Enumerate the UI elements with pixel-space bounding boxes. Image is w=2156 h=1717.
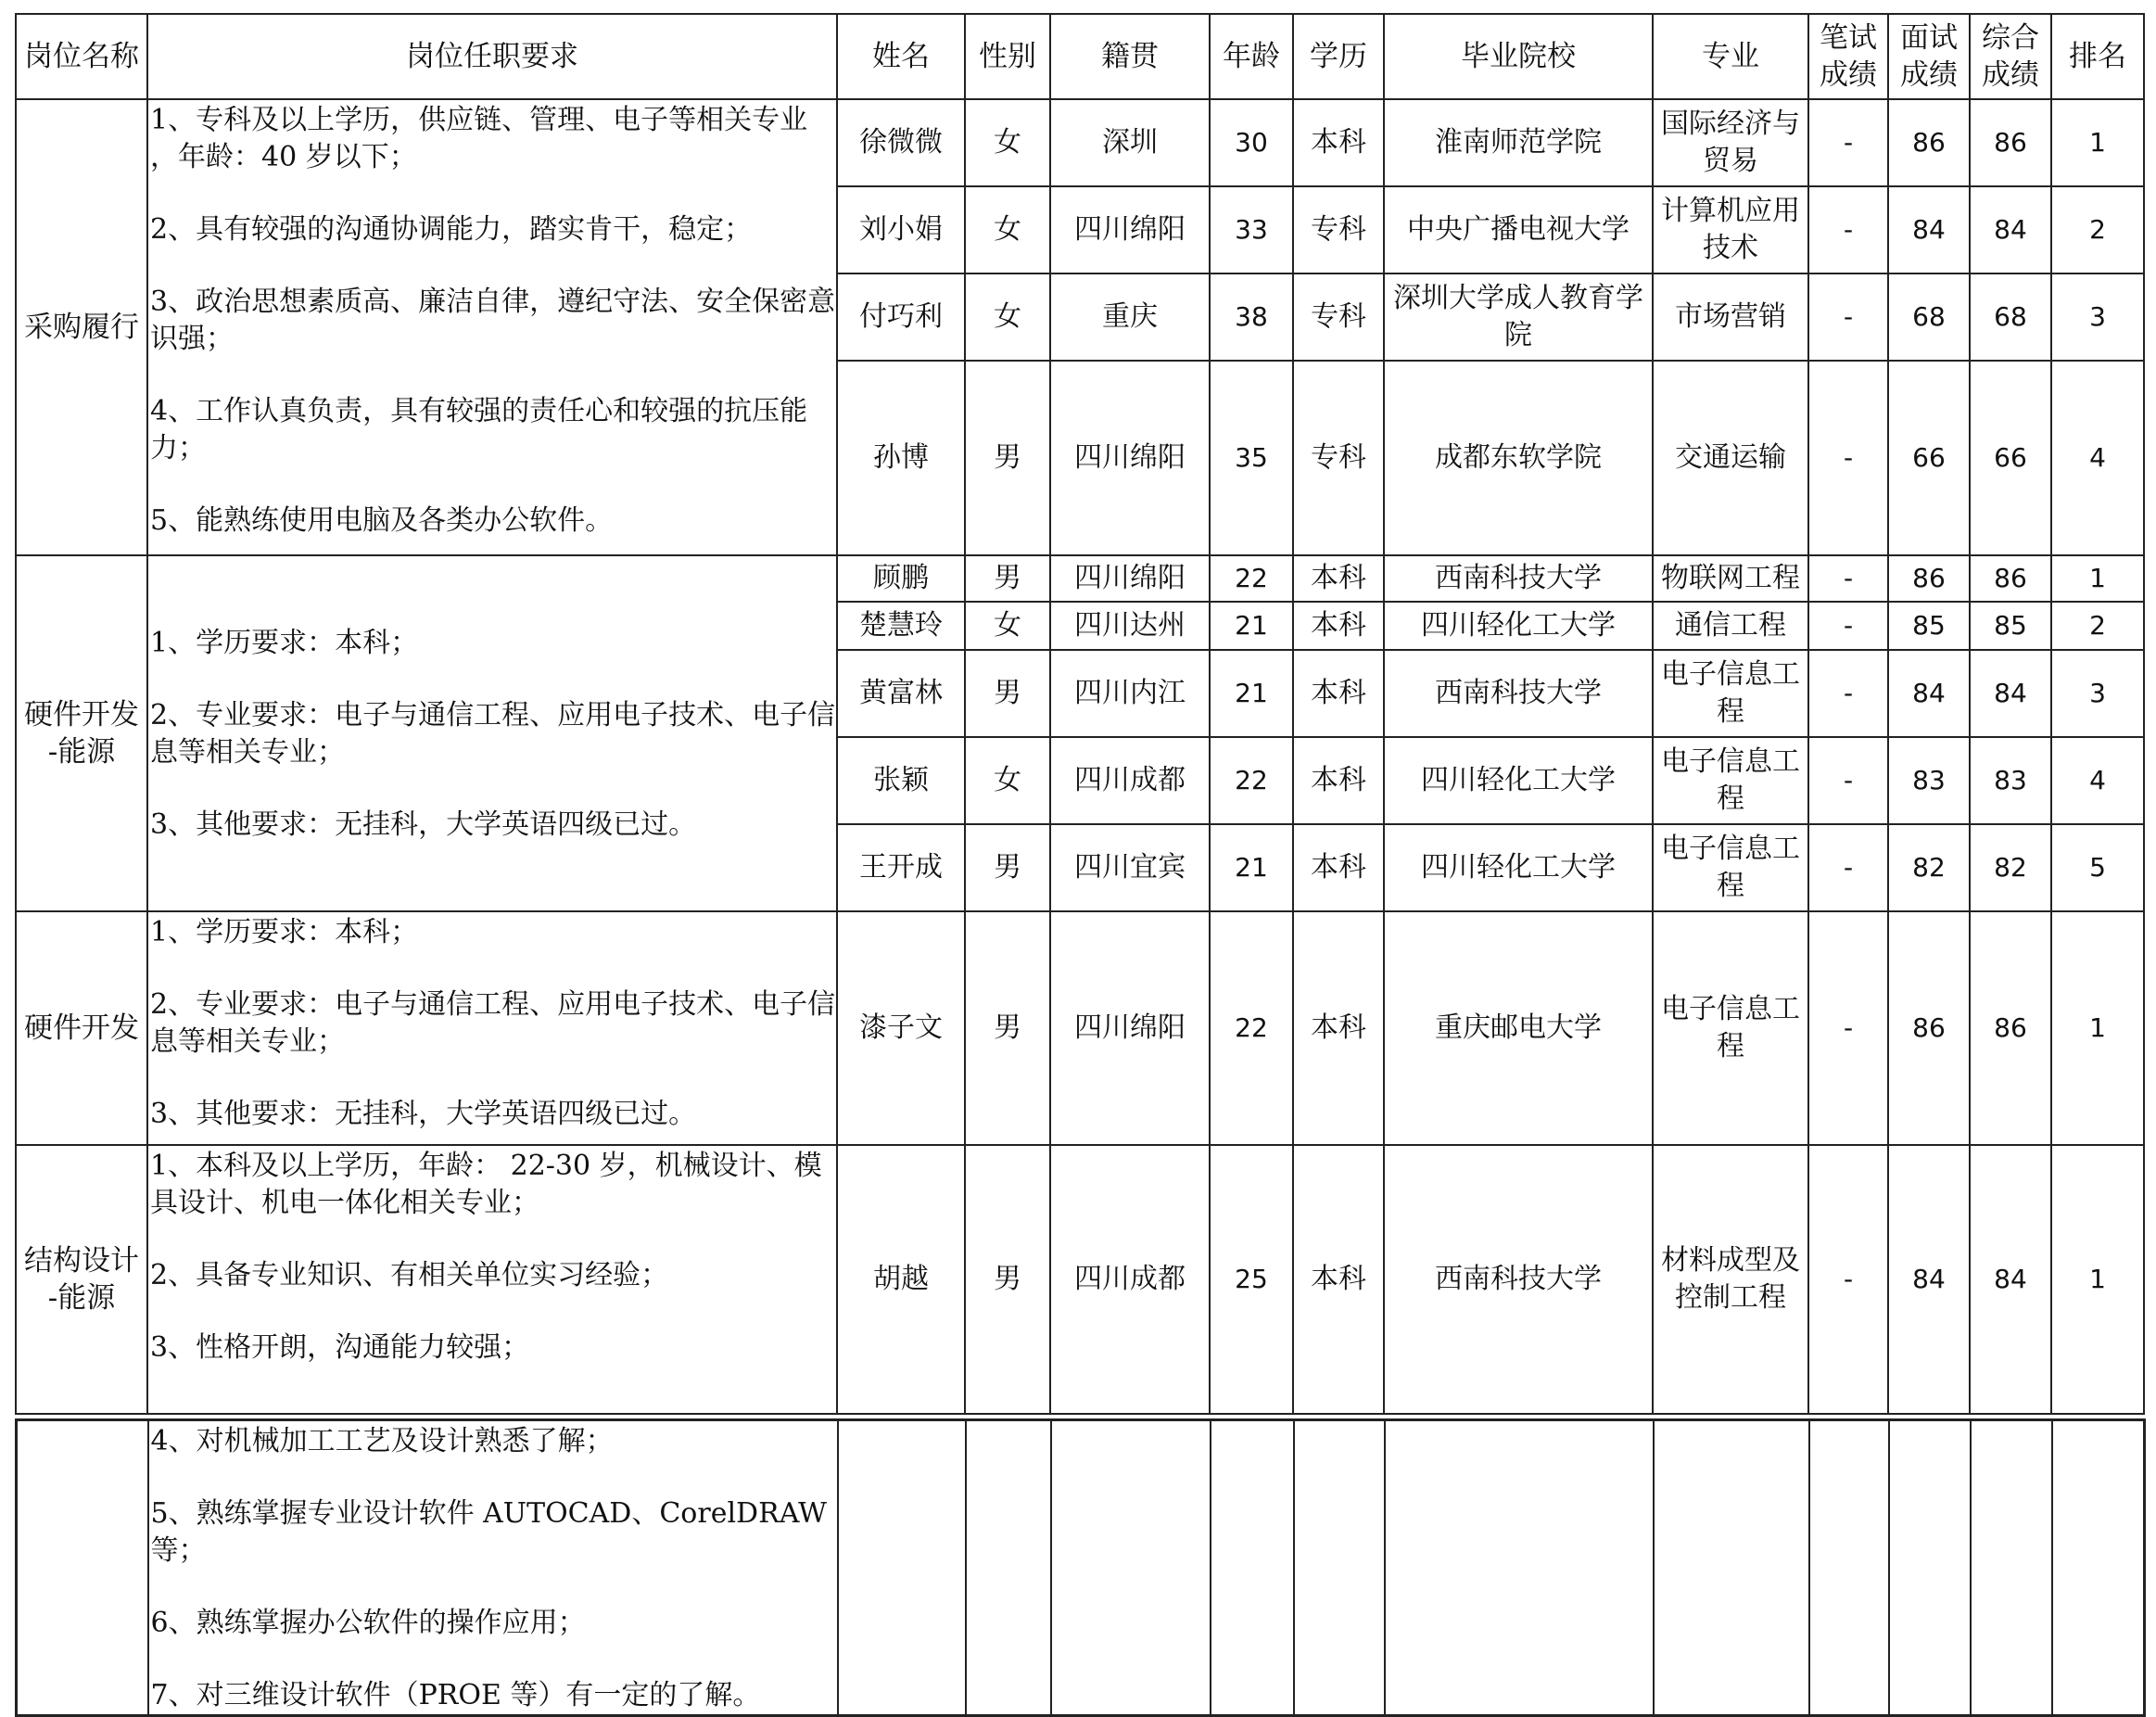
candidate-origin: 四川成都 <box>1050 1145 1210 1414</box>
origin-header: 籍贯 <box>1050 14 1210 99</box>
written-score: - <box>1808 99 1888 186</box>
total-score: 82 <box>1970 824 2051 911</box>
candidate-origin: 深圳 <box>1050 99 1210 186</box>
candidate-origin: 四川内江 <box>1050 650 1210 737</box>
written-score: - <box>1808 650 1888 737</box>
candidate-major: 材料成型及控制工程 <box>1653 1145 1808 1414</box>
written-score: - <box>1808 186 1888 273</box>
empty-cell <box>1385 1420 1654 1716</box>
total-score: 85 <box>1970 602 2051 650</box>
candidate-major: 计算机应用技术 <box>1653 186 1808 273</box>
candidate-major: 通信工程 <box>1653 602 1808 650</box>
interview-score: 86 <box>1888 911 1970 1145</box>
position-requirements <box>147 555 837 911</box>
interview-score: 83 <box>1888 737 1970 824</box>
requirement-line: 4、对机械加工工艺及设计熟悉了解； <box>150 1425 614 1457</box>
requirement-line: 7、对三维设计软件（PROE 等）有一定的了解。 <box>150 1679 761 1711</box>
candidate-age: 38 <box>1210 273 1293 361</box>
school-header: 毕业院校 <box>1384 14 1653 99</box>
candidate-rank: 1 <box>2051 555 2144 602</box>
candidate-age: 21 <box>1210 824 1293 911</box>
gender-header: 性别 <box>965 14 1050 99</box>
candidate-name: 漆子文 <box>837 911 965 1145</box>
requirement-line: 4、工作认真负责，具有较强的责任心和较强的抗压能力； <box>150 395 808 464</box>
candidate-origin: 四川绵阳 <box>1050 361 1210 555</box>
candidate-rank: 3 <box>2051 273 2144 361</box>
interview-score: 84 <box>1888 1145 1970 1414</box>
candidate-gender: 男 <box>965 650 1050 737</box>
total-score: 86 <box>1970 555 2051 602</box>
written-score: - <box>1808 273 1888 361</box>
interview-score: 82 <box>1888 824 1970 911</box>
age-header: 年龄 <box>1210 14 1293 99</box>
candidate-school: 四川轻化工大学 <box>1384 824 1653 911</box>
candidate-rank: 1 <box>2051 911 2144 1145</box>
candidate-education: 本科 <box>1293 737 1384 824</box>
candidate-school: 四川轻化工大学 <box>1384 737 1653 824</box>
candidate-school: 四川轻化工大学 <box>1384 602 1653 650</box>
candidate-gender: 男 <box>965 555 1050 602</box>
total-score: 84 <box>1970 650 2051 737</box>
candidate-education: 专科 <box>1293 186 1384 273</box>
candidate-rank: 3 <box>2051 650 2144 737</box>
candidate-origin: 四川绵阳 <box>1050 911 1210 1145</box>
candidate-school: 西南科技大学 <box>1384 555 1653 602</box>
candidate-gender: 女 <box>965 273 1050 361</box>
candidate-age: 22 <box>1210 911 1293 1145</box>
position-name: 采购履行 <box>16 99 147 555</box>
major-header: 专业 <box>1653 14 1808 99</box>
empty-cell <box>17 1420 148 1716</box>
candidate-gender: 男 <box>965 361 1050 555</box>
candidate-row <box>16 99 2144 186</box>
candidate-age: 22 <box>1210 737 1293 824</box>
candidate-name: 张颖 <box>837 737 965 824</box>
candidate-rank: 1 <box>2051 1145 2144 1414</box>
total-score: 83 <box>1970 737 2051 824</box>
position-name: 硬件开发 -能源 <box>16 555 147 911</box>
candidate-education: 本科 <box>1293 650 1384 737</box>
requirement-line: 3、其他要求：无挂科，大学英语四级已过。 <box>150 808 697 841</box>
candidate-rank: 5 <box>2051 824 2144 911</box>
candidate-origin: 四川绵阳 <box>1050 555 1210 602</box>
candidate-gender: 男 <box>965 911 1050 1145</box>
candidate-age: 25 <box>1210 1145 1293 1414</box>
written-score: - <box>1808 361 1888 555</box>
header-row <box>16 14 2144 99</box>
candidate-origin: 四川成都 <box>1050 737 1210 824</box>
candidate-name: 孙博 <box>837 361 965 555</box>
candidate-rank: 2 <box>2051 186 2144 273</box>
candidate-name: 刘小娟 <box>837 186 965 273</box>
candidate-name: 楚慧玲 <box>837 602 965 650</box>
candidate-major: 电子信息工程 <box>1653 650 1808 737</box>
requirements-header: 岗位任职要求 <box>147 14 837 99</box>
position-name: 结构设计 -能源 <box>16 1145 147 1414</box>
requirement-line: 1、本科及以上学历，年龄： 22-30 岁，机械设计、模具设计、机电一体化相关专业； <box>150 1150 822 1219</box>
candidate-education: 专科 <box>1293 361 1384 555</box>
total-score: 86 <box>1970 911 2051 1145</box>
candidate-gender: 女 <box>965 99 1050 186</box>
empty-cell <box>838 1420 966 1716</box>
empty-cell <box>1889 1420 1971 1716</box>
candidate-name: 王开成 <box>837 824 965 911</box>
written-score: - <box>1808 602 1888 650</box>
candidate-school: 西南科技大学 <box>1384 650 1653 737</box>
interview-score: 86 <box>1888 99 1970 186</box>
candidate-row <box>16 911 2144 1145</box>
candidate-name: 胡越 <box>837 1145 965 1414</box>
continued-requirements <box>148 1420 838 1716</box>
candidate-education: 本科 <box>1293 99 1384 186</box>
total-score: 84 <box>1970 1145 2051 1414</box>
candidate-rank: 4 <box>2051 361 2144 555</box>
requirement-line: 5、能熟练使用电脑及各类办公软件。 <box>150 504 614 537</box>
candidate-major: 市场营销 <box>1653 273 1808 361</box>
name-header: 姓名 <box>837 14 965 99</box>
candidate-origin: 重庆 <box>1050 273 1210 361</box>
candidate-name: 黄富林 <box>837 650 965 737</box>
candidate-school: 西南科技大学 <box>1384 1145 1653 1414</box>
empty-cell <box>966 1420 1051 1716</box>
written-score: - <box>1808 824 1888 911</box>
continuation-table <box>15 1418 2146 1717</box>
requirement-line: 2、专业要求：电子与通信工程、应用电子技术、电子信息等相关专业； <box>150 699 836 769</box>
candidate-gender: 女 <box>965 602 1050 650</box>
interview-score: 68 <box>1888 273 1970 361</box>
empty-cell <box>1971 1420 2052 1716</box>
candidate-age: 30 <box>1210 99 1293 186</box>
candidate-name: 徐微微 <box>837 99 965 186</box>
education-header: 学历 <box>1293 14 1384 99</box>
requirement-line: 3、政治思想素质高、廉洁自律，遵纪守法、安全保密意识强； <box>150 286 836 355</box>
candidate-name: 顾鹏 <box>837 555 965 602</box>
candidate-major: 交通运输 <box>1653 361 1808 555</box>
total-score: 68 <box>1970 273 2051 361</box>
requirement-line: 2、具有较强的沟通协调能力，踏实肯干，稳定； <box>150 213 753 246</box>
position-name: 硬件开发 <box>16 911 147 1145</box>
requirement-line: 1、学历要求：本科； <box>150 627 419 659</box>
total-score-header: 综合成绩 <box>1970 14 2051 99</box>
interview-score: 86 <box>1888 555 1970 602</box>
position-requirements <box>147 911 837 1145</box>
candidate-rank: 1 <box>2051 99 2144 186</box>
candidate-rank: 2 <box>2051 602 2144 650</box>
candidate-gender: 女 <box>965 737 1050 824</box>
candidate-school: 成都东软学院 <box>1384 361 1653 555</box>
candidate-row <box>16 555 2144 602</box>
candidate-education: 本科 <box>1293 1145 1384 1414</box>
candidate-school: 中央广播电视大学 <box>1384 186 1653 273</box>
candidate-gender: 女 <box>965 186 1050 273</box>
candidate-major: 电子信息工程 <box>1653 911 1808 1145</box>
candidate-school: 深圳大学成人教育学院 <box>1384 273 1653 361</box>
candidate-age: 33 <box>1210 186 1293 273</box>
candidate-major: 物联网工程 <box>1653 555 1808 602</box>
candidate-gender: 男 <box>965 1145 1050 1414</box>
requirement-line: 6、熟练掌握办公软件的操作应用； <box>150 1607 586 1639</box>
candidate-origin: 四川宜宾 <box>1050 824 1210 911</box>
interview-score: 66 <box>1888 361 1970 555</box>
candidate-name: 付巧利 <box>837 273 965 361</box>
requirement-line: 1、专科及以上学历，供应链、管理、电子等相关专业 ，年龄：40 岁以下； <box>150 104 808 173</box>
candidate-rank: 4 <box>2051 737 2144 824</box>
total-score: 86 <box>1970 99 2051 186</box>
candidate-education: 专科 <box>1293 273 1384 361</box>
candidate-major: 电子信息工程 <box>1653 737 1808 824</box>
empty-cell <box>1294 1420 1385 1716</box>
interview-score: 85 <box>1888 602 1970 650</box>
empty-cell <box>1051 1420 1211 1716</box>
position-requirements <box>147 99 837 555</box>
candidate-education: 本科 <box>1293 555 1384 602</box>
requirement-line: 3、其他要求：无挂科，大学英语四级已过。 <box>150 1098 697 1130</box>
candidate-school: 重庆邮电大学 <box>1384 911 1653 1145</box>
candidate-row <box>16 1145 2144 1414</box>
interview-score-header: 面试成绩 <box>1888 14 1970 99</box>
requirement-line: 5、熟练掌握专业设计软件 AUTOCAD、CorelDRAW 等； <box>150 1497 827 1567</box>
candidate-gender: 男 <box>965 824 1050 911</box>
position-requirements <box>147 1145 837 1414</box>
rank-header: 排名 <box>2051 14 2144 99</box>
candidate-school: 淮南师范学院 <box>1384 99 1653 186</box>
requirement-line: 1、学历要求：本科； <box>150 916 419 948</box>
total-score: 66 <box>1970 361 2051 555</box>
empty-cell <box>1654 1420 1809 1716</box>
candidate-age: 21 <box>1210 650 1293 737</box>
candidate-major: 国际经济与贸易 <box>1653 99 1808 186</box>
candidate-origin: 四川达州 <box>1050 602 1210 650</box>
written-score-header: 笔试成绩 <box>1808 14 1888 99</box>
empty-cell <box>2052 1420 2145 1716</box>
requirement-line: 2、专业要求：电子与通信工程、应用电子技术、电子信息等相关专业； <box>150 988 836 1058</box>
continuation-row <box>17 1420 2145 1716</box>
written-score: - <box>1808 737 1888 824</box>
requirement-line: 2、具备专业知识、有相关单位实习经验； <box>150 1259 669 1291</box>
written-score: - <box>1808 1145 1888 1414</box>
written-score: - <box>1808 911 1888 1145</box>
recruitment-results-table <box>15 13 2145 1415</box>
candidate-age: 21 <box>1210 602 1293 650</box>
total-score: 84 <box>1970 186 2051 273</box>
candidate-education: 本科 <box>1293 824 1384 911</box>
requirement-line: 3、性格开朗，沟通能力较强； <box>150 1331 530 1364</box>
empty-cell <box>1211 1420 1294 1716</box>
candidate-major: 电子信息工程 <box>1653 824 1808 911</box>
candidate-age: 35 <box>1210 361 1293 555</box>
interview-score: 84 <box>1888 650 1970 737</box>
position-name-header: 岗位名称 <box>16 14 147 99</box>
candidate-education: 本科 <box>1293 911 1384 1145</box>
interview-score: 84 <box>1888 186 1970 273</box>
empty-cell <box>1809 1420 1889 1716</box>
candidate-education: 本科 <box>1293 602 1384 650</box>
written-score: - <box>1808 555 1888 602</box>
candidate-origin: 四川绵阳 <box>1050 186 1210 273</box>
candidate-age: 22 <box>1210 555 1293 602</box>
